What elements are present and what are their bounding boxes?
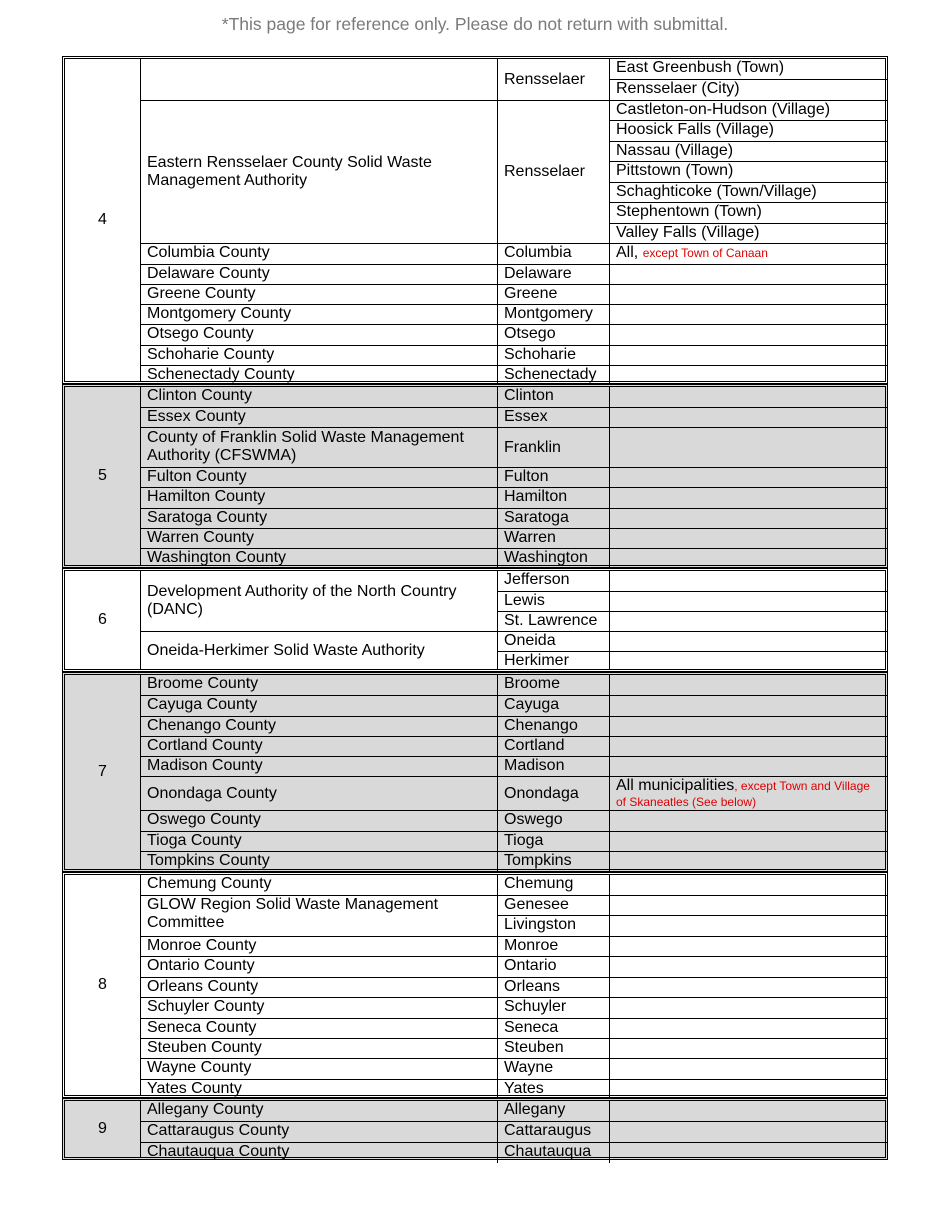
county-cell: Madison (498, 756, 610, 777)
county-cell: Cortland (498, 736, 610, 757)
municipality-cell (610, 407, 888, 428)
planning-unit-name: Hamilton County (141, 487, 498, 508)
region-number: 4 (65, 59, 141, 381)
municipality-cell (610, 631, 888, 652)
county-cell: Chautauqua (498, 1142, 610, 1163)
municipality-cell (610, 997, 888, 1018)
municipality-cell (610, 831, 888, 853)
county-cell: Greene (498, 284, 610, 305)
planning-unit-name: Essex County (141, 407, 498, 428)
planning-unit-name: Tioga County (141, 831, 498, 853)
region-4-group (62, 56, 888, 384)
county-cell: Chenango (498, 716, 610, 737)
county-cell: Seneca (498, 1018, 610, 1039)
municipality-cell (610, 695, 888, 716)
municipality-cell (610, 487, 888, 508)
planning-unit-name: Schoharie County (141, 345, 498, 366)
municipality-cell (610, 1142, 888, 1163)
county-cell: Delaware (498, 264, 610, 285)
county-cell: Lewis (498, 591, 610, 612)
planning-unit-name: Wayne County (141, 1058, 498, 1079)
planning-unit-name: Yates County (141, 1079, 498, 1100)
county-cell: Schoharie (498, 345, 610, 366)
exception-note: , except Town and Village of Skaneatles (See below) (616, 779, 870, 809)
municipality-cell (610, 875, 888, 895)
municipality-cell (610, 1079, 888, 1100)
region-9-group (62, 1098, 888, 1160)
county-cell: Saratoga (498, 508, 610, 529)
planning-unit-name: Development Authority of the North Country (DANC) (141, 571, 498, 631)
planning-unit-name: Allegany County (141, 1101, 498, 1122)
planning-unit-name: Tompkins County (141, 851, 498, 873)
region-number: 5 (65, 387, 141, 565)
county-cell: Wayne (498, 1058, 610, 1079)
planning-unit-name: Greene County (141, 284, 498, 305)
county-cell: Schenectady (498, 365, 610, 386)
municipality-cell (610, 956, 888, 977)
planning-unit-name: Onondaga County (141, 776, 498, 810)
municipality-cell (610, 1101, 888, 1122)
county-cell: Oswego (498, 810, 610, 832)
county-cell: Orleans (498, 977, 610, 998)
region-8-group (62, 872, 888, 1098)
municipality-cell: Stephentown (Town) (610, 202, 888, 223)
county-cell: Otsego (498, 324, 610, 345)
planning-unit-name: Chenango County (141, 716, 498, 737)
county-cell: Cayuga (498, 695, 610, 716)
county-cell: Tompkins (498, 851, 610, 873)
county-cell: Cattaraugus (498, 1121, 610, 1142)
county-cell: Yates (498, 1079, 610, 1100)
region-7-group (62, 672, 888, 872)
planning-unit-name: Delaware County (141, 264, 498, 285)
municipality-cell (610, 936, 888, 957)
municipality-cell (610, 851, 888, 873)
planning-unit-name: Cattaraugus County (141, 1121, 498, 1142)
planning-unit-name: Montgomery County (141, 304, 498, 325)
municipality-cell (610, 716, 888, 737)
planning-unit-name: Washington County (141, 548, 498, 569)
municipality-cell: Nassau (Village) (610, 141, 888, 162)
county-cell: Essex (498, 407, 610, 428)
county-cell: St. Lawrence (498, 611, 610, 632)
county-cell: Livingston (498, 915, 610, 936)
county-cell: Onondaga (498, 776, 610, 810)
county-cell: Montgomery (498, 304, 610, 325)
municipality-cell (610, 427, 888, 467)
planning-unit-name: County of Franklin Solid Waste Management Authority (CFSWMA) (141, 427, 498, 467)
municipality-cell (610, 895, 888, 916)
municipality-cell (610, 810, 888, 832)
planning-unit-name: Monroe County (141, 936, 498, 957)
municipality-cell: Castleton-on-Hudson (Village) (610, 100, 888, 121)
municipality-cell: East Greenbush (Town) (616, 59, 785, 76)
municipality-cell (610, 915, 888, 936)
planning-unit-name: Eastern Rensselaer County Solid Waste Management Authority (141, 100, 498, 243)
municipality-cell (610, 571, 888, 591)
municipality-cell (610, 304, 888, 325)
region-5-group (62, 384, 888, 568)
planning-unit-name: Schenectady County (141, 365, 498, 386)
municipality-cell (610, 736, 888, 757)
municipality-cell (610, 508, 888, 529)
municipality-cell (610, 387, 888, 408)
planning-unit-name: Columbia County (141, 243, 498, 264)
municipality-cell: All, except Town of Canaan (610, 243, 888, 264)
planning-unit-name: Fulton County (141, 467, 498, 488)
planning-unit-name: Chemung County (141, 875, 498, 895)
county-cell: Schuyler (498, 997, 610, 1018)
county-cell: Fulton (498, 467, 610, 488)
planning-unit-name: Cortland County (141, 736, 498, 757)
county-cell: Genesee (498, 895, 610, 916)
planning-unit-name: Otsego County (141, 324, 498, 345)
municipality-cell (610, 1038, 888, 1059)
municipality-cell (610, 756, 888, 777)
county-cell: Clinton (498, 387, 610, 408)
region-number: 9 (65, 1101, 141, 1157)
municipality-cell: Rensselaer (City) (610, 79, 888, 100)
municipality-cell (610, 1058, 888, 1079)
region-6-group (62, 568, 888, 672)
municipality-cell (610, 977, 888, 998)
county-cell: Hamilton (498, 487, 610, 508)
municipality-cell: Hoosick Falls (Village) (610, 120, 888, 141)
exception-note: except Town of Canaan (642, 246, 768, 260)
municipality-cell (610, 284, 888, 305)
planning-unit-name: Oneida-Herkimer Solid Waste Authority (141, 631, 498, 669)
county-cell: Steuben (498, 1038, 610, 1059)
planning-unit-name: Chautauqua County (141, 1142, 498, 1163)
planning-unit-name: Seneca County (141, 1018, 498, 1039)
municipality-cell (610, 651, 888, 669)
county-cell: Monroe (498, 936, 610, 957)
reference-note: *This page for reference only. Please do not return with submittal. (221, 14, 729, 34)
municipality-cell (610, 1018, 888, 1039)
county-cell: Oneida (498, 631, 610, 652)
region-number: 7 (65, 675, 141, 869)
planning-unit-name: Clinton County (141, 387, 498, 408)
planning-unit-name: Cayuga County (141, 695, 498, 716)
county-cell: Chemung (498, 875, 610, 895)
planning-unit-name: Oswego County (141, 810, 498, 832)
county-cell: Franklin (498, 427, 610, 467)
planning-unit-name: Steuben County (141, 1038, 498, 1059)
county-cell: Rensselaer (498, 100, 610, 243)
region-number: 6 (65, 571, 141, 669)
county-cell: Herkimer (498, 651, 610, 669)
planning-unit-name: Orleans County (141, 977, 498, 998)
county-cell: Allegany (498, 1101, 610, 1122)
county-cell: Jefferson (498, 571, 610, 591)
municipality-cell: All municipalities, except Town and Village of Skaneatles (See below) (610, 776, 888, 810)
county-cell: Warren (498, 528, 610, 549)
county-cell: Broome (498, 675, 610, 696)
planning-unit-name: GLOW Region Solid Waste Management Committee (141, 895, 498, 936)
municipality-cell (610, 1121, 888, 1142)
county-cell: Ontario (498, 956, 610, 977)
municipality-cell (610, 528, 888, 549)
municipality-cell (610, 548, 888, 569)
municipality-cell (610, 467, 888, 488)
planning-unit-name: Schuyler County (141, 997, 498, 1018)
planning-unit-name: Ontario County (141, 956, 498, 977)
municipality-cell (610, 591, 888, 612)
municipality-cell (610, 345, 888, 366)
municipality-cell (610, 611, 888, 632)
municipality-cell (610, 675, 888, 696)
county-cell: Columbia (498, 243, 610, 264)
county-cell: Tioga (498, 831, 610, 853)
region-number: 8 (65, 875, 141, 1095)
county-cell: Rensselaer (498, 59, 610, 100)
county-cell: Washington (498, 548, 610, 569)
planning-unit-name: Saratoga County (141, 508, 498, 529)
municipality-cell (610, 324, 888, 345)
planning-unit-name: Broome County (141, 675, 498, 696)
municipality-cell (610, 264, 888, 285)
municipality-cell: Pittstown (Town) (610, 161, 888, 182)
planning-unit-name (141, 59, 498, 100)
planning-unit-name: Madison County (141, 756, 498, 777)
planning-unit-name: Warren County (141, 528, 498, 549)
municipality-cell: Schaghticoke (Town/Village) (610, 182, 888, 203)
municipality-cell: Valley Falls (Village) (610, 223, 888, 243)
